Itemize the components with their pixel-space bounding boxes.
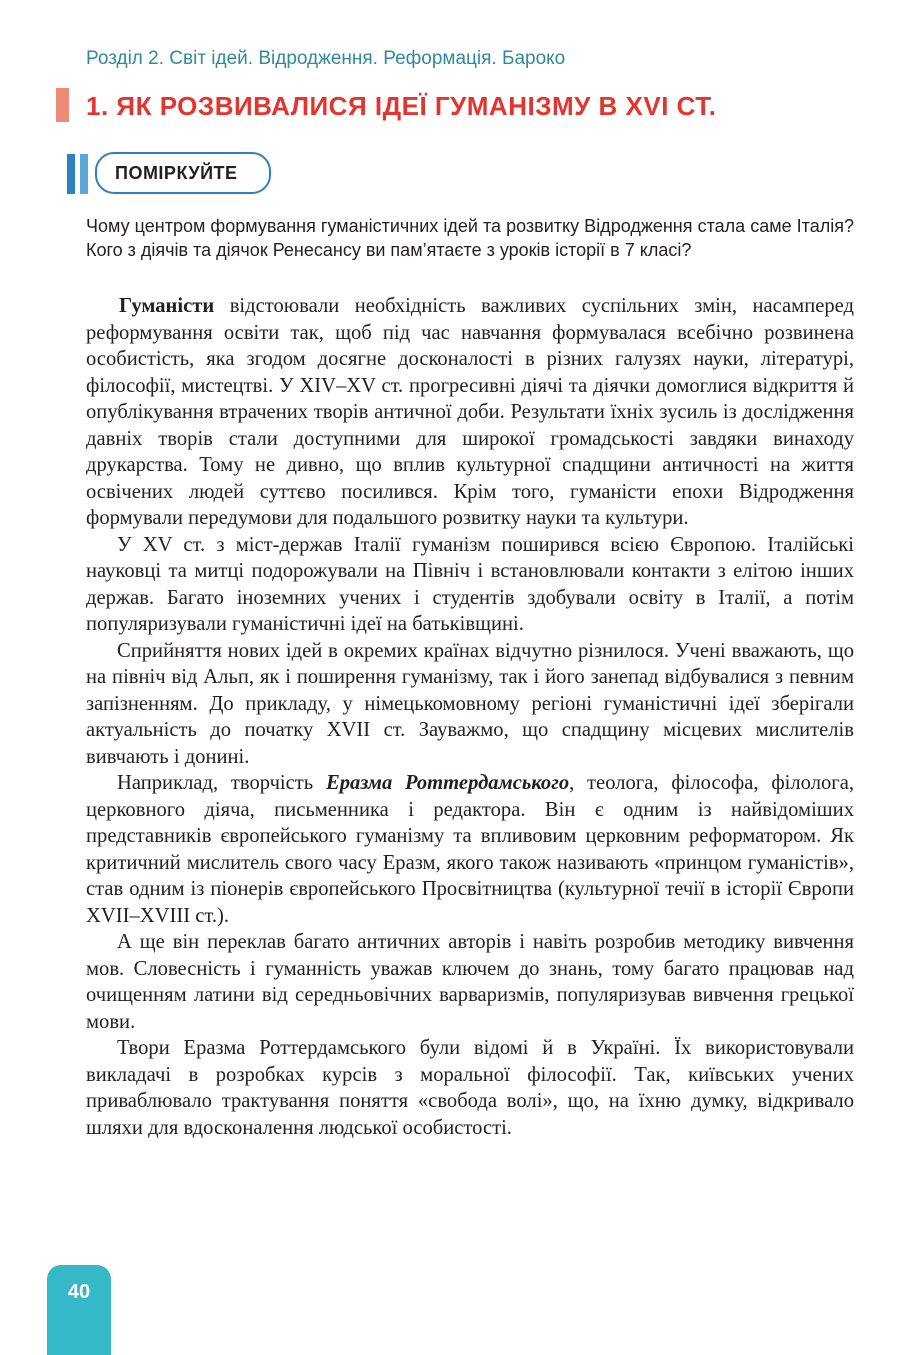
paragraph-3: Сприйняття нових ідей в окремих країнах відчутно різнилося. Учені вважають, що на північ від Альп, як і поширення гуманізму, так і його занепад відбувалися з певним запізненням. До прикладу, у німецькомовному регіоні гуманістичні ідеї зберігали актуальність до початку XVII ст. Зауважмо, що спадщину місцевих мислителів вивчають і донині. xyxy=(86,639,854,768)
paragraph-1-text: відстоювали необхідність важливих суспільних змін, насамперед реформування освіти так, щоб під час навчання формувалася всебічно розвинена особистість, яка згодом досягне досконалості в різних галузях науки, літературі, філософії, мистецтві. У XIV–XV ст. прогресивні діячі та діячки домоглися відкриття й опублікування втрачених творів античної доби. Результати їхніх зусиль із дослідження давніх творів стали доступними для широкої громадськості завдяки винаходу друкарства. Тому не дивно, що вплив культурної спадщини античності на життя освічених людей суттєво посилився. Крім того, гуманісти епохи Відродження формували передумови для подальшого розвитку науки та культури. xyxy=(86,295,854,529)
badge-pill xyxy=(95,152,271,194)
page-number-tab xyxy=(47,1265,111,1355)
badge-stripe-dark xyxy=(67,154,75,194)
paragraph-5: А ще він переклав багато античних авторів і навіть розробив методику вивчення мов. Словесність і гуманність уважав ключем до знань, тому багато працював над очищенням латини від середньовічних варваризмів, популяризував вивчення грецької мови. xyxy=(86,931,854,1033)
paragraph-4-text: , теолога, філософа, філолога, церковного діяча, письменника і редактора. Він є одним із найвідоміших представників європейського гуманізму та впливовим церковним реформатором. Як критичний мислитель свого часу Еразм, якого також називають «принцом гуманістів», став одним із піонерів європейського Просвітництва (культурної течії в історії Європи XVII–XVIII ст.). xyxy=(86,772,855,927)
erasmus-name: Еразма Роттердамського xyxy=(325,772,570,794)
chapter-title: 1. ЯК РОЗВИВАЛИСЯ ІДЕЇ ГУМАНІЗМУ В XVI СТ. xyxy=(86,91,717,121)
discussion-question: Чому центром формування гуманістичних ідей та розвитку Відродження стала саме Італія? Кого з діячів та діячок Ренесансу ви пам’ятаєте з уроків історії в 7 класі? xyxy=(86,216,854,260)
paragraph-1 xyxy=(86,293,854,532)
paragraph-4-intro: Наприклад, творчість xyxy=(117,772,326,794)
badge-label: ПОМІРКУЙТЕ xyxy=(115,163,238,183)
body-text xyxy=(86,293,854,1141)
running-head: Розділ 2. Світ ідей. Відродження. Реформація. Бароко xyxy=(86,48,566,69)
badge-stripe-light xyxy=(80,154,88,194)
think-badge xyxy=(67,152,272,194)
paragraph-2: У XV ст. з міст-держав Італії гуманізм поширився всією Європою. Італійські науковці та митці подорожували на Північ і встановлювали контакти з елітою інших держав. Багато іноземних учених і студентів здобували освіту в Італії, а потім популяризували гуманістичні ідеї на батьківщині. xyxy=(86,533,854,635)
term-humanists: Гуманісти xyxy=(119,295,215,317)
page-number: 40 xyxy=(67,1281,91,1303)
paragraph-6: Твори Еразма Роттердамського були відомі й в Україні. Їх використовували викладачі в розробках курсів з моральної філософії. Так, київських учених приваблювало трактування поняття «свобода волі», що, на їхню думку, відкривало шляхи для вдосконалення людської особистості. xyxy=(86,1037,854,1139)
paragraph-4 xyxy=(86,770,854,929)
title-marker xyxy=(56,88,69,122)
